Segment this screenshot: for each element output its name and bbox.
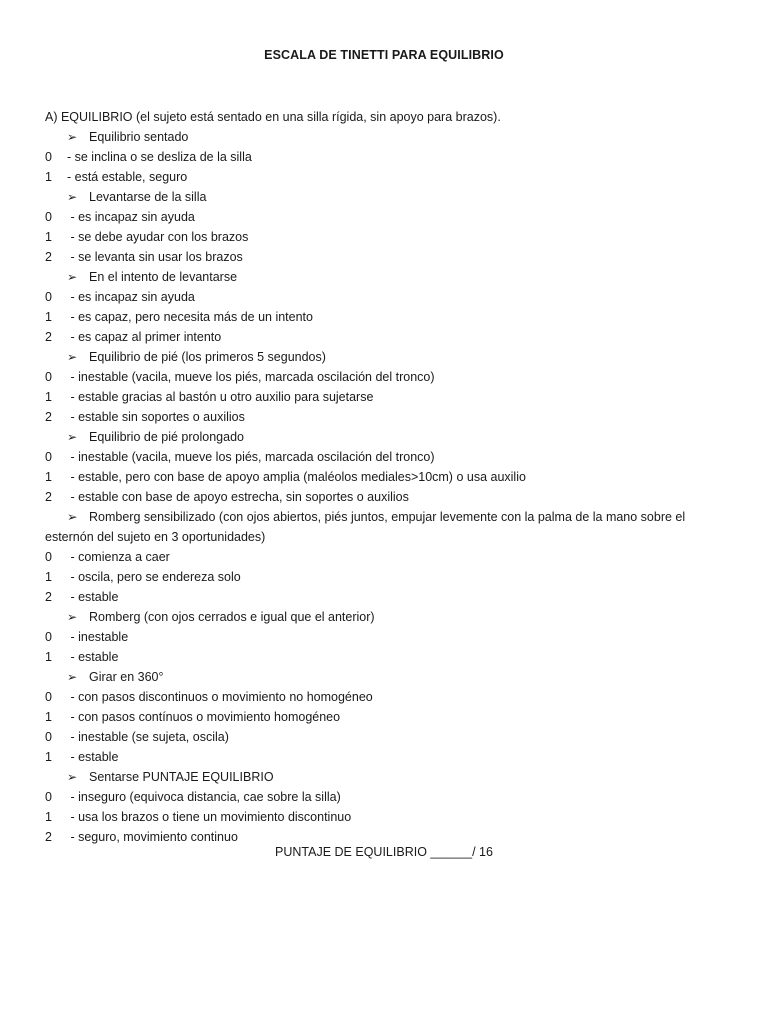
document-body <box>45 107 725 847</box>
score-value: 0 <box>45 210 52 224</box>
score-item <box>45 787 725 807</box>
score-item <box>45 327 725 347</box>
intro-text: A) EQUILIBRIO (el sujeto está sentado en una silla rígida, sin apoyo para brazos). <box>45 110 501 124</box>
score-description: - estable <box>67 650 119 664</box>
score-value: 0 <box>45 450 52 464</box>
score-description: - inestable <box>67 630 129 644</box>
score-item <box>45 447 725 467</box>
score-value: 2 <box>45 830 52 844</box>
score-description: - estable <box>67 590 119 604</box>
score-value: 2 <box>45 590 52 604</box>
score-value: 0 <box>45 790 52 804</box>
score-value: 2 <box>45 330 52 344</box>
score-value: 1 <box>45 310 52 324</box>
arrow-bullet-icon: ➢ <box>67 670 78 684</box>
score-description: - inestable (vacila, mueve los piés, marcada oscilación del tronco) <box>67 450 435 464</box>
section-heading-text: Romberg (con ojos cerrados e igual que el anterior) <box>89 610 375 624</box>
section-heading <box>45 187 725 207</box>
score-item <box>45 647 725 667</box>
arrow-bullet-icon: ➢ <box>67 190 78 204</box>
score-item <box>45 407 725 427</box>
score-description: - estable con base de apoyo estrecha, sin soportes o auxilios <box>67 490 409 504</box>
score-value: 2 <box>45 490 52 504</box>
score-description: - estable, pero con base de apoyo amplia (maléolos mediales>10cm) o usa auxilio <box>67 470 526 484</box>
score-description: - se inclina o se desliza de la silla <box>67 150 252 164</box>
section-heading <box>45 667 725 687</box>
document-title: ESCALA DE TINETTI PARA EQUILIBRIO <box>264 48 504 62</box>
score-item <box>45 727 725 747</box>
score-item <box>45 807 725 827</box>
score-item <box>45 387 725 407</box>
score-description: - seguro, movimiento continuo <box>67 830 238 844</box>
score-description: - inestable (vacila, mueve los piés, marcada oscilación del tronco) <box>67 370 435 384</box>
arrow-bullet-icon: ➢ <box>67 610 78 624</box>
score-value: 1 <box>45 170 52 184</box>
section-heading <box>45 767 725 787</box>
arrow-bullet-icon: ➢ <box>67 350 78 364</box>
score-item <box>45 307 725 327</box>
section-heading-text: Romberg sensibilizado (con ojos abiertos, piés juntos, empujar levemente con la palma de la mano sobre el <box>89 510 686 524</box>
score-item <box>45 707 725 727</box>
section-heading-text: Sentarse PUNTAJE EQUILIBRIO <box>89 770 274 784</box>
score-item <box>45 247 725 267</box>
section-heading <box>45 267 725 287</box>
score-description: - se levanta sin usar los brazos <box>67 250 243 264</box>
score-value: 0 <box>45 370 52 384</box>
score-description: - estable sin soportes o auxilios <box>67 410 245 424</box>
score-description: - estable gracias al bastón u otro auxilio para sujetarse <box>67 390 374 404</box>
score-item <box>45 227 725 247</box>
score-value: 0 <box>45 690 52 704</box>
score-item <box>45 627 725 647</box>
score-value: 1 <box>45 230 52 244</box>
score-value: 1 <box>45 470 52 484</box>
section-heading <box>45 127 725 147</box>
section-heading-text: En el intento de levantarse <box>89 270 238 284</box>
arrow-bullet-icon: ➢ <box>67 270 78 284</box>
section-heading-text: Levantarse de la silla <box>89 190 207 204</box>
score-description: - es incapaz sin ayuda <box>67 210 195 224</box>
score-item <box>45 547 725 567</box>
score-value: 0 <box>45 150 52 164</box>
score-value: 0 <box>45 630 52 644</box>
score-item <box>45 567 725 587</box>
score-item <box>45 287 725 307</box>
arrow-bullet-icon: ➢ <box>67 130 78 144</box>
section-heading-text: Equilibrio de pié prolongado <box>89 430 244 444</box>
score-description: - es incapaz sin ayuda <box>67 290 195 304</box>
score-value: 0 <box>45 290 52 304</box>
score-description: - es capaz al primer intento <box>67 330 222 344</box>
section-heading-text: Equilibrio sentado <box>89 130 189 144</box>
score-description: - es capaz, pero necesita más de un intento <box>67 310 313 324</box>
score-description: - con pasos discontinuos o movimiento no homogéneo <box>67 690 373 704</box>
section-heading-text: Girar en 360° <box>89 670 164 684</box>
section-heading <box>45 607 725 627</box>
score-description: - oscila, pero se endereza solo <box>67 570 241 584</box>
score-description: - estable <box>67 750 119 764</box>
score-item <box>45 367 725 387</box>
score-description: - inseguro (equivoca distancia, cae sobre la silla) <box>67 790 341 804</box>
score-value: 0 <box>45 730 52 744</box>
score-value: 1 <box>45 710 52 724</box>
score-item <box>45 467 725 487</box>
score-item <box>45 687 725 707</box>
score-item <box>45 167 725 187</box>
score-item <box>45 147 725 167</box>
score-item <box>45 587 725 607</box>
arrow-bullet-icon: ➢ <box>67 510 78 524</box>
score-description: - comienza a caer <box>67 550 170 564</box>
score-value: 2 <box>45 250 52 264</box>
section-heading <box>45 507 725 527</box>
total-score-line: PUNTAJE DE EQUILIBRIO ______/ 16 <box>275 845 493 859</box>
score-item <box>45 207 725 227</box>
score-value: 2 <box>45 410 52 424</box>
score-description: - con pasos contínuos o movimiento homogéneo <box>67 710 341 724</box>
score-description: - usa los brazos o tiene un movimiento discontinuo <box>67 810 352 824</box>
arrow-bullet-icon: ➢ <box>67 770 78 784</box>
section-heading <box>45 427 725 447</box>
section-heading-continuation: esternón del sujeto en 3 oportunidades) <box>45 530 266 544</box>
score-description: - inestable (se sujeta, oscila) <box>67 730 229 744</box>
score-value: 0 <box>45 550 52 564</box>
score-item <box>45 827 725 847</box>
score-value: 1 <box>45 390 52 404</box>
score-description: - está estable, seguro <box>67 170 188 184</box>
score-item <box>45 487 725 507</box>
arrow-bullet-icon: ➢ <box>67 430 78 444</box>
score-value: 1 <box>45 570 52 584</box>
score-value: 1 <box>45 810 52 824</box>
section-heading <box>45 347 725 367</box>
score-value: 1 <box>45 650 52 664</box>
score-description: - se debe ayudar con los brazos <box>67 230 249 244</box>
score-value: 1 <box>45 750 52 764</box>
section-heading-text: Equilibrio de pié (los primeros 5 segundos) <box>89 350 326 364</box>
score-item <box>45 747 725 767</box>
